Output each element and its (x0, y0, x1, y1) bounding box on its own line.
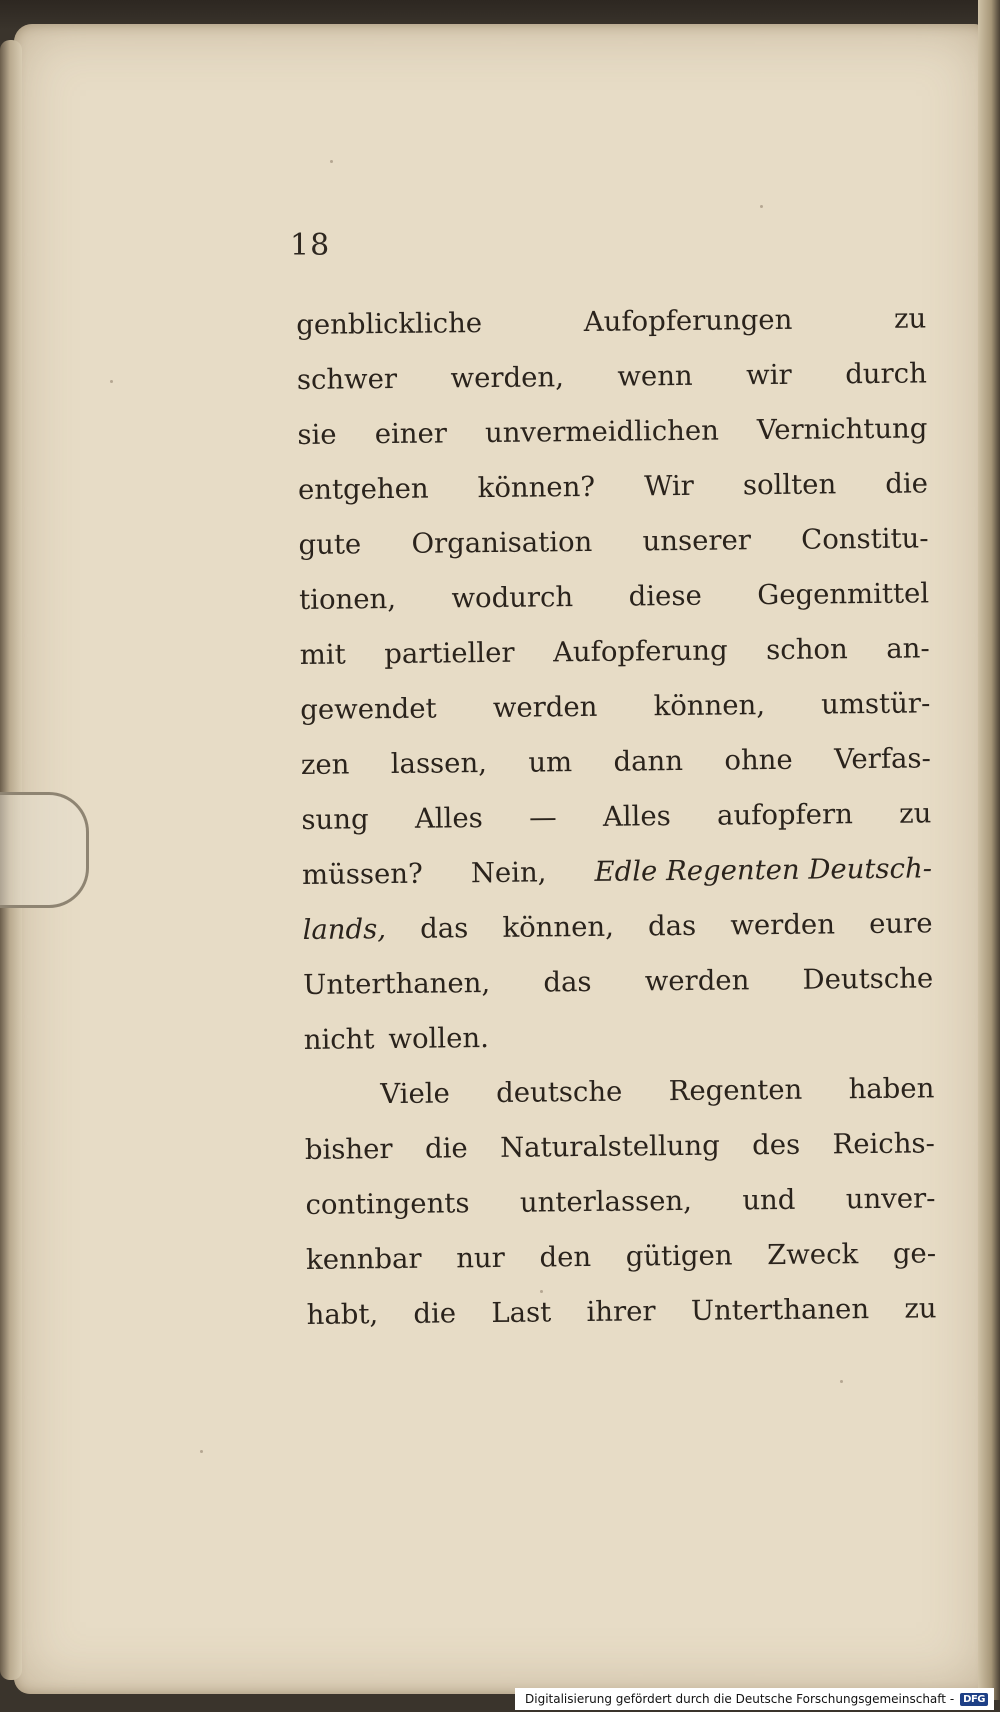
text-line (296, 291, 927, 353)
word: Nein, (470, 856, 547, 890)
word: wenn (617, 359, 693, 393)
text-line (297, 401, 928, 463)
word: lands, (302, 913, 387, 946)
word: und (742, 1183, 796, 1217)
word: werden (492, 690, 598, 724)
word: schon (766, 633, 848, 667)
word: Alles (414, 802, 483, 835)
word: gewendet (300, 692, 437, 726)
word: Constitu- (801, 522, 929, 556)
word: können, (502, 910, 615, 944)
word: partieller (384, 636, 515, 671)
word: bisher (304, 1133, 393, 1166)
text-line (299, 621, 930, 683)
digitization-credit (515, 1688, 994, 1710)
word: Wir (643, 469, 695, 503)
word: contingents (305, 1187, 470, 1221)
word: entgehen (297, 472, 429, 506)
word: Vernichtung (756, 412, 928, 447)
word: unserer (642, 524, 752, 558)
word: Reichs- (832, 1127, 936, 1161)
word: zu (904, 1292, 937, 1325)
word: sung (301, 803, 369, 836)
word: Last (491, 1296, 552, 1330)
text-line (301, 786, 932, 848)
word: zu (899, 797, 932, 830)
word: schwer (296, 362, 398, 396)
word: umstür- (821, 687, 931, 721)
paper-speck (200, 1450, 203, 1453)
text-line (297, 346, 928, 408)
word: Gegenmittel (757, 577, 930, 612)
word: wollen. (388, 1022, 490, 1056)
word: gute (298, 528, 362, 561)
word: an- (886, 632, 930, 665)
word: Viele (380, 1077, 451, 1111)
word: haben (848, 1072, 935, 1106)
word: habt, (306, 1298, 379, 1331)
word: eure (868, 907, 933, 941)
paper-speck (760, 205, 763, 208)
word: Aufopferungen (583, 303, 793, 338)
word: das (420, 912, 469, 945)
word: gütigen (625, 1239, 733, 1273)
word: lassen, (390, 747, 488, 781)
word: unterlassen, (519, 1184, 693, 1219)
word: unver- (845, 1182, 936, 1216)
dfg-logo: DFG (960, 1693, 988, 1706)
word: werden (644, 964, 750, 998)
word: den (539, 1240, 592, 1274)
word: — (528, 801, 557, 834)
text-line (302, 841, 933, 903)
text-line (302, 896, 933, 958)
word: aufopfern (716, 798, 854, 832)
paper-speck (110, 380, 113, 383)
word: wir (746, 358, 792, 392)
word: Naturalstellung (499, 1129, 720, 1164)
text-line (303, 951, 934, 1013)
word: kennbar (305, 1242, 422, 1276)
text-line (305, 1116, 936, 1178)
word: müssen? (301, 857, 423, 891)
word: Organisation (411, 525, 593, 560)
word: Regenten (668, 1073, 803, 1108)
book-clip (0, 792, 89, 908)
word: zu (893, 302, 927, 335)
paper-speck (840, 1380, 843, 1383)
text-line (299, 566, 930, 628)
word: Alles (602, 800, 671, 833)
text-line (306, 1226, 937, 1288)
word: tionen, (298, 582, 397, 616)
word: wodurch (451, 581, 574, 615)
word: können, (653, 689, 766, 723)
word: zen (300, 748, 350, 781)
text-line (298, 456, 929, 518)
word: Zweck (767, 1238, 859, 1272)
credit-text: Digitalisierung gefördert durch die Deutsche Forschungsgemeinschaft - (525, 1692, 955, 1706)
word: durch (845, 357, 927, 391)
text-line (303, 1006, 934, 1068)
word: deutsche (496, 1075, 623, 1109)
word: unvermeidlichen (484, 414, 720, 450)
word: genblickliche (296, 307, 483, 341)
text-line (300, 676, 931, 738)
word: Unterthanen, (303, 967, 491, 1001)
word: Deutsche (802, 962, 934, 996)
word: einer (374, 417, 448, 451)
word: des (751, 1128, 801, 1162)
word: können? (477, 470, 596, 505)
page-number: 18 (290, 228, 331, 263)
text-line (305, 1171, 936, 1233)
word: Edle Regenten Deutsch- (594, 852, 933, 888)
word: die (413, 1297, 457, 1330)
paper-speck (330, 160, 333, 163)
word: nicht (303, 1023, 375, 1056)
word: dann (613, 744, 684, 778)
word: nur (456, 1241, 505, 1275)
word: Aufopferung (552, 634, 728, 669)
text-line (301, 731, 932, 793)
word: werden (730, 908, 836, 942)
word: um (528, 746, 573, 779)
word: Unterthanen (690, 1293, 870, 1327)
right-page-edge (978, 0, 1000, 1700)
word: sie (297, 418, 337, 451)
word: sollten (742, 468, 837, 502)
word: mit (299, 638, 346, 671)
word: die (885, 467, 929, 500)
word: ohne (724, 743, 793, 777)
text-line (306, 1281, 937, 1343)
word: das (647, 909, 697, 943)
word: ihrer (586, 1295, 656, 1329)
word: werden, (450, 361, 565, 395)
text-line (298, 511, 929, 573)
word: die (424, 1132, 468, 1165)
word: das (543, 965, 592, 999)
word: diese (628, 579, 702, 613)
word: ge- (892, 1237, 937, 1270)
body-text (296, 291, 937, 1343)
word: Verfas- (833, 742, 931, 776)
text-line (304, 1061, 935, 1123)
